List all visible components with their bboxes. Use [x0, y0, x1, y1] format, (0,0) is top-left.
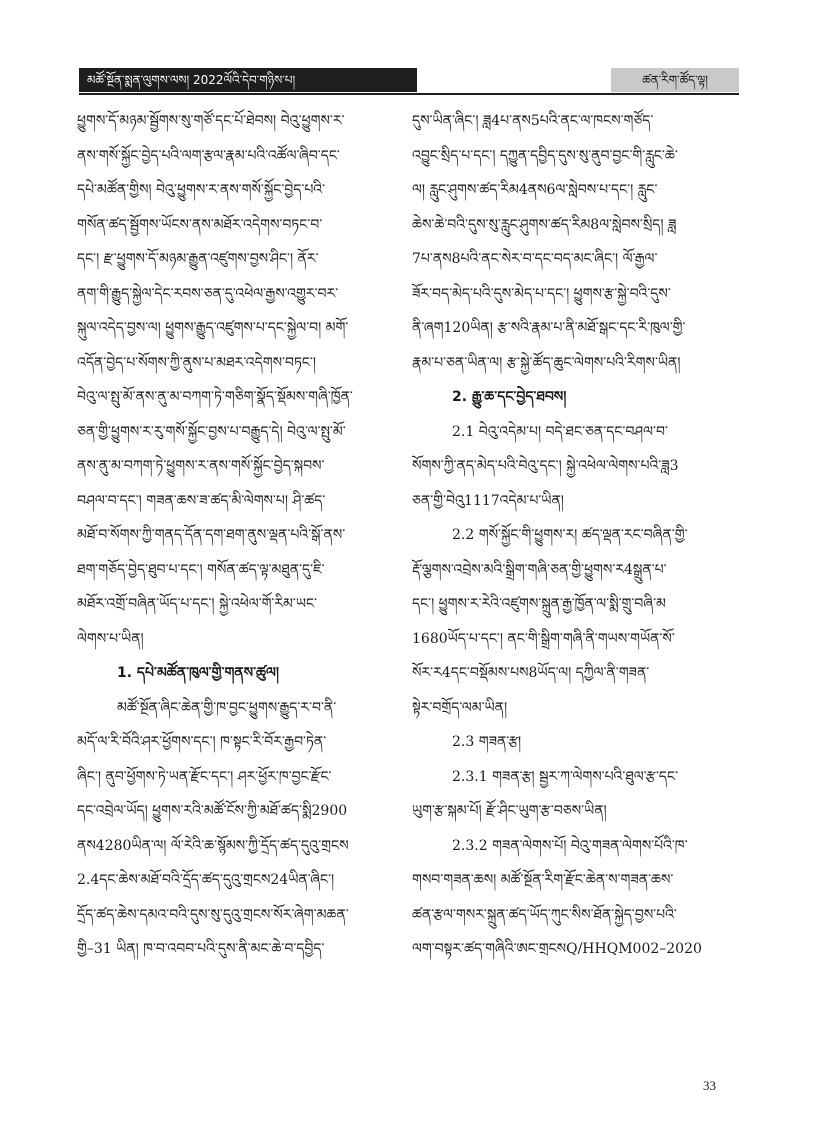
text-line: མཐོར་འགྲོ་བཞིན་ཡོད་པ་དང་། སྐྱེ་འཕེལ་གོ་རིམ་ཡང་ — [77, 596, 318, 612]
section-title: ཚན་རིག་ཚོད་ལྟ། — [611, 68, 739, 92]
text-line: 2.3.1 གཟན་རྩ། སྦྱར་ཀ་ལེགས་པའི་ཐུལ་རྩ་དང་ — [452, 768, 679, 785]
text-line: རྣམ་པ་ཅན་ཡིན་ལ། རྩ་སྐྱེ་ཚོད་ཆུང་ལེགས་པའི་རིགས་ཡིན། — [412, 354, 681, 371]
text-line: ནས4280ཡིན་ལ། ལོ་རེའི་ཆ་སྙོམས་ཀྱི་དྲོད་ཚད་དུའུ་གྲངས — [77, 837, 349, 854]
text-line: ནག་གི་རྒྱུད་སྐྱེལ་དེང་རབས་ཅན་དུ་འཕེལ་རྒྱས་འགྱུར་བར་ — [77, 285, 339, 302]
text-line: ལེགས་པ་ཡིན། — [77, 630, 144, 647]
text-line: གསབ་གཟན་ཆས། མཚོ་སྔོན་རིག་རྫོང་ཆེན་ས་གཟན་ཆས་ — [412, 872, 674, 888]
section-heading: 1. དཔེ་མཚོན་ཁུལ་གྱི་གནས་ཚུལ། — [117, 665, 279, 681]
text-line: ཐག་གཅོད་བྱེད་ཐུབ་པ་དང་། གསོན་ཚད་ལྟ་མཐུན་དུ་ཇི་ — [77, 561, 325, 578]
text-line: ཞིང་། ནུབ་ཕྱོགས་ཏེ་ཡན་རྫོང་དང་། ཤར་ཕྱོར་ཁ་བྱང་རྫོང་ — [77, 768, 332, 785]
text-line: འབྱུང་སྲིད་པ་དང་། དཀྱུན་དབྱིད་དུས་སུ་ནུབ་བྱང་གི་རླུང་ཆེ་ — [412, 147, 678, 164]
text-line: འདོན་བྱེད་པ་སོགས་ཀྱི་ནུས་པ་མཐར་འདེགས་བཏང་། — [77, 354, 317, 371]
right-text-column — [412, 104, 742, 967]
text-line: ནས་གསོ་སྐྱོང་བྱེད་པའི་ལག་རྩལ་རྣམ་པའི་འཚོལ་ཞིབ་དང་ — [77, 147, 340, 164]
text-line: སོགས་ཀྱི་ནད་མེད་པའི་བེའུ་དང་། སྐྱེ་འཕེལ་ལེགས་པའི་ཟླ3 — [412, 458, 679, 474]
text-line: ནས་ནུ་མ་བཀག་ཏེ་ཕྱུགས་ར་ནས་གསོ་སྐྱོང་བྱེད་སྐབས་ — [77, 458, 325, 474]
text-line: གསོན་ཚད་སྦྱོགས་ཡོངས་ནས་མཐོར་འདེགས་བཏང་བ་ — [77, 216, 323, 233]
text-line: 2.3 གཟན་རྩ། — [452, 734, 522, 750]
section-heading: 2. རྒྱུ་ཆ་དང་བྱེད་ཐབས། — [452, 389, 567, 405]
text-line: ནི་ཞག120ཡིན། རྩ་སའི་རྣམ་པ་ནི་མཐོ་སྒང་དང་རི་ཁུལ་གྱི་ — [412, 320, 686, 336]
text-line: སྟེར་བགྲོད་ལམ་ཡིན། — [412, 699, 508, 716]
text-line: 7པ་ནས8པའི་ནང་སེར་བ་དང་བད་མང་ཞིང་། ལོ་རྒྱལ་ — [412, 251, 658, 267]
text-line: 2.3.2 གཟན་ལེགས་པོ། བེའུ་གཟན་ལེགས་པོའི་ཁ་ — [452, 837, 688, 854]
running-header — [79, 68, 739, 94]
text-line: ཚན་རྩལ་གསར་སྐྲུན་ཚད་ཡོད་ཀུང་སིས་ཐོན་སྐྱེད་བྱས་པའི་ — [412, 906, 677, 923]
text-line: མཚོ་སྔོན་ཞིང་ཆེན་གྱི་ཁ་བྱང་ཕྱུགས་རྒྱུད་ར་བ་ནི་ — [117, 699, 337, 716]
text-line: ལ། རླུང་ཤུགས་ཚད་རིམ4ནས6ལ་སླེབས་པ་དང་། རླུང་ — [412, 182, 658, 198]
text-line: བེའུ་ལ་སྤུ་མོ་ནས་ནུ་མ་བཀག་ཏེ་གཅིག་སྣོད་སྡོམས་གཞི་ཁྱོན་ — [77, 389, 353, 405]
text-line: མཐོ་བ་སོགས་ཀྱི་གནད་དོན་དག་ཐག་ནུས་ལྡན་པའི་སྒོ་ནས་ — [77, 527, 346, 543]
text-line: དང་། ཕྱུགས་ར་རེའི་འཛུགས་སྐྲུན་རྒྱ་ཁྱོན་ལ་སྨི་གྲུ་བཞི་མ — [412, 596, 666, 612]
text-line: 2.1 བེའུ་འདེམ་པ། བདེ་ཐང་ཅན་དང་བཤལ་བ་ — [452, 423, 668, 440]
journal-title: མཚོ་སྔོན་སྨན་ལུགས་ལས། 2022ལོའི་དེབ་གཉིས་པ། — [79, 68, 417, 92]
page-number: 33 — [703, 1078, 716, 1093]
text-line: མདོ་ལ་རི་བོའི་ཤར་ཕྱོགས་དང་། ཁ་སྟང་རི་བོར་རྒྱབ་ཏེན་ — [77, 734, 327, 750]
text-line: ཡུག་རྩ་སྐམ་པོ། རྫོ་ཤིང་ཡུག་རྩ་བཅས་ཡིན། — [412, 803, 607, 819]
text-line: ཅན་གྱི་བེའུ1117འདེམ་པ་ཡིན། — [412, 492, 564, 509]
text-line: ཅན་གྱི་ཕྱུགས་ར་རུ་གསོ་སྐྱོང་བྱས་པ་བརྒྱུད་དེ། བེའུ་ལ་སྤུ་མོ་ — [77, 423, 346, 440]
text-line: ཆེས་ཆེ་བའི་དུས་སུ་རླུང་ཤུགས་ཚད་རིམ8ལ་སླེབས་སྲིད། ཟླ — [412, 216, 677, 233]
header-divider — [79, 93, 739, 95]
text-line: 2.4དང་ཆེས་མཐོ་བའི་དྲོད་ཚད་དུའུ་གྲངས24ཡིན་ཞིང་། — [77, 872, 335, 888]
text-line: སྐུལ་འདེད་བྱས་ལ། ཕྱུགས་རྒྱུད་འཛུགས་པ་དང་སྐྱེལ་བ། མགོ་ — [77, 320, 349, 336]
text-line: ཕྱུགས་དོ་མཉམ་སྦྱོགས་སུ་གཙོ་དང་པོ་ཐེབས། བེའུ་ཕྱུགས་ར་ — [77, 113, 345, 129]
text-line: བཤལ་བ་དང་། གཟན་ཆས་ཟ་ཚད་མི་ལེགས་པ། ཤི་ཚད་ — [77, 492, 326, 509]
text-line: དཔེ་མཚོན་གྱིས། བེའུ་ཕྱུགས་ར་ནས་གསོ་སྐྱོང་བྱེད་པའི་ — [77, 182, 326, 198]
text-line: སོར་ར4དང་བསྡོམས་པས8ཡོད་ལ། དཀྱིལ་ནི་གཟན་ — [412, 665, 650, 681]
text-line: དུས་ཡིན་ཞིང་། ཟླ4པ་ནས5པའི་ནང་ལ་ཁངས་གཙོད་ — [412, 113, 654, 129]
text-line: དྲོད་ཚད་ཆེས་དམའ་བའི་དུས་སུ་དུའུ་གྲངས་སོར་ཞེག་མཆན་ — [77, 906, 349, 923]
text-line: 1680ཡོད་པ་དང་། ནང་གི་སྒྲིག་གཞི་ནི་གཡས་གཡོན་སོ་ — [412, 630, 675, 647]
text-line: 2.2 གསོ་སྐྱོང་གི་ཕྱུགས་ར། ཚད་ལྡན་རང་བཞིན་གྱི་ — [452, 527, 688, 543]
text-line: རྡོ་ལྕགས་འབྲེས་མའི་སྒྲིག་གཞི་ཅན་གྱི་ཕྱུགས་ར4སྒྲུན་པ་ — [412, 561, 667, 578]
text-line: ཟོར་བད་མེད་པའི་དུས་མེད་པ་དང་། ཕྱུགས་རྩ་སྐྱེ་བའི་དུས་ — [412, 285, 671, 302]
left-text-column — [77, 104, 407, 967]
text-line: དང་འབྲེལ་ཡོད། ཕྱུགས་རའི་མཚོ་ངོས་ཀྱི་མཐོ་ཚད་སྨི2900 — [77, 803, 348, 819]
text-line: གྱི–31 ཡིན། ཁ་བ་འབབ་པའི་དུས་ནི་མང་ཆེ་བ་དབྱིད་ — [77, 941, 325, 957]
text-line: ལག་བསྟར་ཚད་གཞིའི་ཨང་གྲངསQ/HHQM002–2020 — [412, 941, 702, 957]
text-line: དང་། རྫ་ཕྱུགས་དོ་མཉམ་རྒྱུན་འཛུགས་བྱས་ཤིང་། ནོར་ — [77, 251, 319, 267]
